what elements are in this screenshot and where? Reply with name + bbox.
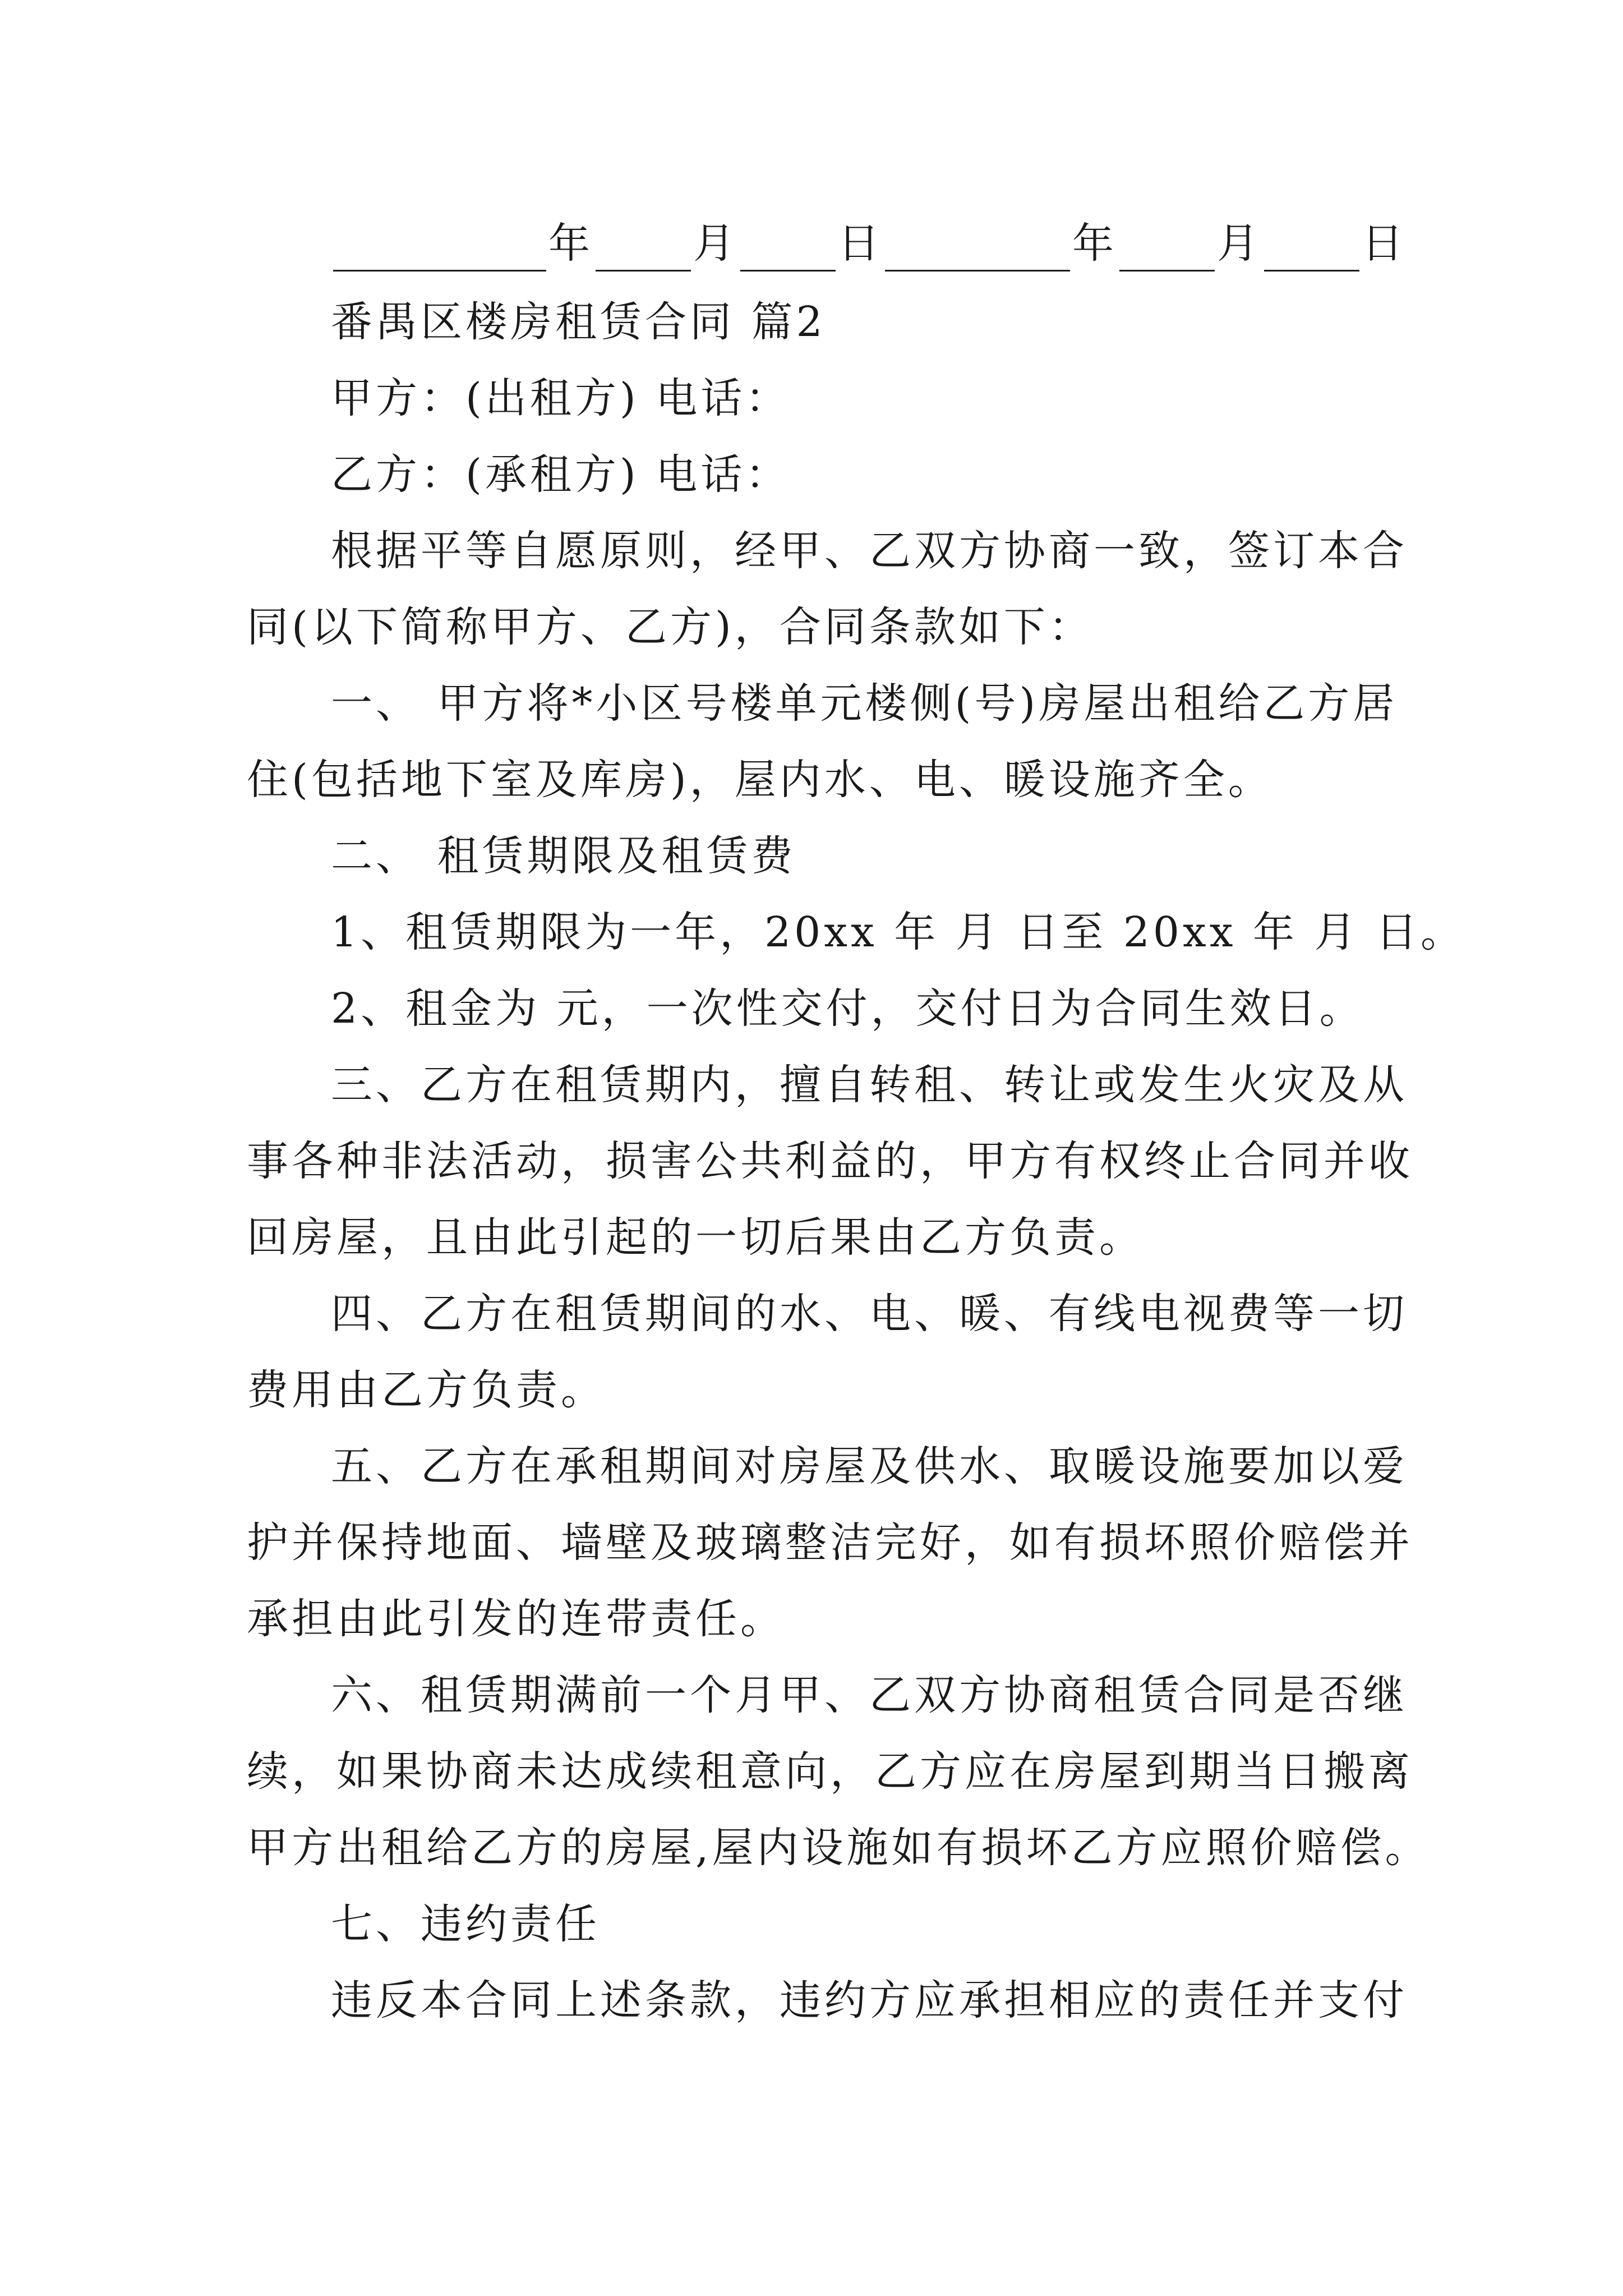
body-line: 住(包括地下室及库房)，屋内水、电、暖设施齐全。 — [247, 756, 1273, 804]
contract-title: 番禺区楼房租赁合同 篇2 — [331, 298, 826, 346]
month-label-2: 月 — [1217, 219, 1262, 268]
body-line: 四、乙方在租赁期间的水、电、暖、有线电视费等一切 — [331, 1290, 1408, 1338]
day-blank-1 — [740, 225, 836, 272]
body-line: 违反本合同上述条款，违约方应承担相应的责任并支付 — [331, 1976, 1408, 2024]
body-line: 一、 甲方将*小区号楼单元楼侧(号)房屋出租给乙方居 — [331, 679, 1398, 728]
year-blank-1 — [333, 225, 546, 272]
body-line: 三、乙方在租赁期内，擅自转租、转让或发生火灾及从 — [331, 1061, 1408, 1109]
year-blank-2 — [885, 225, 1070, 272]
body-line: 2、租金为 元，一次性交付，交付日为合同生效日。 — [331, 984, 1364, 1033]
body-line: 七、违约责任 — [331, 1900, 600, 1948]
body-line: 甲方出租给乙方的房屋,屋内设施如有损坏乙方应照价赔偿。 — [247, 1824, 1430, 1872]
body-line: 六、租赁期满前一个月甲、乙双方协商租赁合同是否继 — [331, 1671, 1408, 1719]
year-label-2: 年 — [1072, 219, 1117, 268]
body-line: 二、 租赁期限及租赁费 — [331, 832, 796, 880]
body-line: 事各种非法活动，损害公共利益的，甲方有权终止合同并收 — [247, 1137, 1413, 1185]
body-line: 五、乙方在承租期间对房屋及供水、取暖设施要加以爱 — [331, 1442, 1408, 1490]
body-line: 根据平等自愿原则，经甲、乙双方协商一致，签订本合 — [331, 527, 1408, 575]
party-b-line: 乙方：(承租方) 电话： — [331, 450, 791, 499]
party-a-line: 甲方：(出租方) 电话： — [331, 374, 791, 422]
body-line: 护并保持地面、墙壁及玻璃整洁完好，如有损坏照价赔偿并 — [247, 1519, 1413, 1567]
day-blank-2 — [1264, 225, 1359, 272]
body-line: 回房屋，且由此引起的一切后果由乙方负责。 — [247, 1213, 1144, 1262]
body-line: 承担由此引发的连带责任。 — [247, 1595, 785, 1643]
month-blank-2 — [1119, 225, 1215, 272]
month-label-1: 月 — [693, 219, 738, 268]
body-line: 续，如果协商未达成续租意向，乙方应在房屋到期当日搬离 — [247, 1747, 1413, 1796]
month-blank-1 — [596, 225, 691, 272]
signature-date-line — [331, 215, 1464, 272]
year-label-1: 年 — [548, 219, 593, 268]
day-label-1: 日 — [838, 219, 883, 268]
body-line: 1、租赁期限为一年，20xx 年 月 日至 20xx 年 月 日。 — [331, 908, 1465, 956]
body-line: 同(以下简称甲方、乙方)，合同条款如下： — [247, 603, 1094, 651]
day-label-2: 日 — [1362, 219, 1407, 268]
body-line: 费用由乙方负责。 — [247, 1366, 606, 1414]
